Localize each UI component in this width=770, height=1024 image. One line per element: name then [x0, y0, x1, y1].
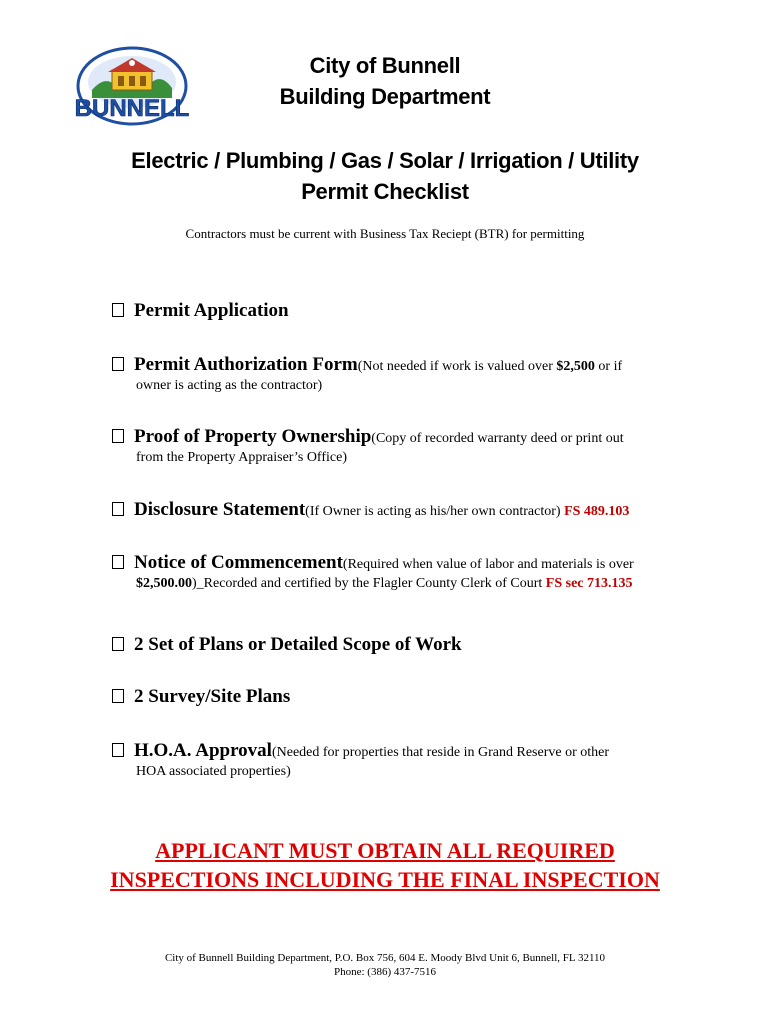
item-note: (Needed for properties that reside in Grand Reserve or other [271, 745, 610, 760]
checklist-item [112, 499, 692, 521]
statute-reference: FS 489.103 [564, 504, 630, 519]
checklist-item [112, 634, 692, 656]
item-title: Permit Application [134, 300, 289, 321]
checkbox-icon[interactable] [112, 689, 124, 703]
footer-address: City of Bunnell Building Department, P.O. Box 756, 604 E. Moody Blvd Unit 6, Bunnell, FL 32110 [164, 952, 606, 964]
checkbox-icon[interactable] [112, 637, 124, 651]
item-note: (Copy of recorded warranty deed or print out [371, 431, 624, 446]
checkbox-icon[interactable] [112, 743, 124, 757]
checkbox-icon[interactable] [112, 303, 124, 317]
statute-reference: FS sec 713.135 [545, 576, 633, 591]
item-note-continued: from the Property Appraiser’s Office) [136, 450, 347, 465]
warning-line-2: INSPECTIONS INCLUDING THE FINAL INSPECTION [110, 867, 660, 892]
item-note-continued: owner is acting as the contractor) [136, 378, 323, 393]
item-note: (If Owner is acting as his/her own contractor) FS 489.103 [305, 504, 630, 519]
item-title: Proof of Property Ownership [134, 426, 372, 447]
footer-phone: Phone: (386) 437-7516 [333, 966, 437, 978]
inspection-warning [0, 836, 770, 894]
permit-types: Electric / Plumbing / Gas / Solar / Irrigation / Utility [131, 148, 639, 173]
checklist-item [112, 552, 692, 592]
checklist-item [112, 300, 692, 322]
checkbox-icon[interactable] [112, 429, 124, 443]
item-note-continued: $2,500.00)_Recorded and certified by the Flagler County Clerk of Court FS sec 713.135 [136, 576, 633, 591]
item-title: Disclosure Statement [134, 499, 306, 520]
footer-contact [0, 951, 770, 979]
item-note: (Required when value of labor and materials is over [342, 557, 634, 572]
btr-notice: Contractors must be current with Business Tax Reciept (BTR) for permitting [185, 226, 585, 241]
item-note-continued: HOA associated properties) [136, 764, 291, 779]
document-header [0, 50, 770, 112]
item-title: 2 Set of Plans or Detailed Scope of Work [134, 634, 462, 655]
checklist-item [112, 686, 692, 708]
city-name: City of Bunnell [309, 53, 461, 78]
checkbox-icon[interactable] [112, 502, 124, 516]
item-note: (Not needed if work is valued over $2,500 or if [357, 359, 623, 374]
warning-line-1: APPLICANT MUST OBTAIN ALL REQUIRED [155, 838, 615, 863]
item-title: Permit Authorization Form [134, 354, 358, 375]
department-name: Building Department [279, 84, 491, 109]
document-title [0, 145, 770, 207]
item-title: 2 Survey/Site Plans [134, 686, 291, 707]
item-title: Notice of Commencement [134, 552, 343, 573]
svg-text:BUNNELL: BUNNELL [74, 95, 190, 122]
checklist-item [112, 354, 692, 394]
checklist-item [112, 740, 692, 780]
checklist-title: Permit Checklist [301, 179, 469, 204]
checkbox-icon[interactable] [112, 357, 124, 371]
checklist-item [112, 426, 692, 466]
checkbox-icon[interactable] [112, 555, 124, 569]
item-title: H.O.A. Approval [134, 740, 272, 761]
